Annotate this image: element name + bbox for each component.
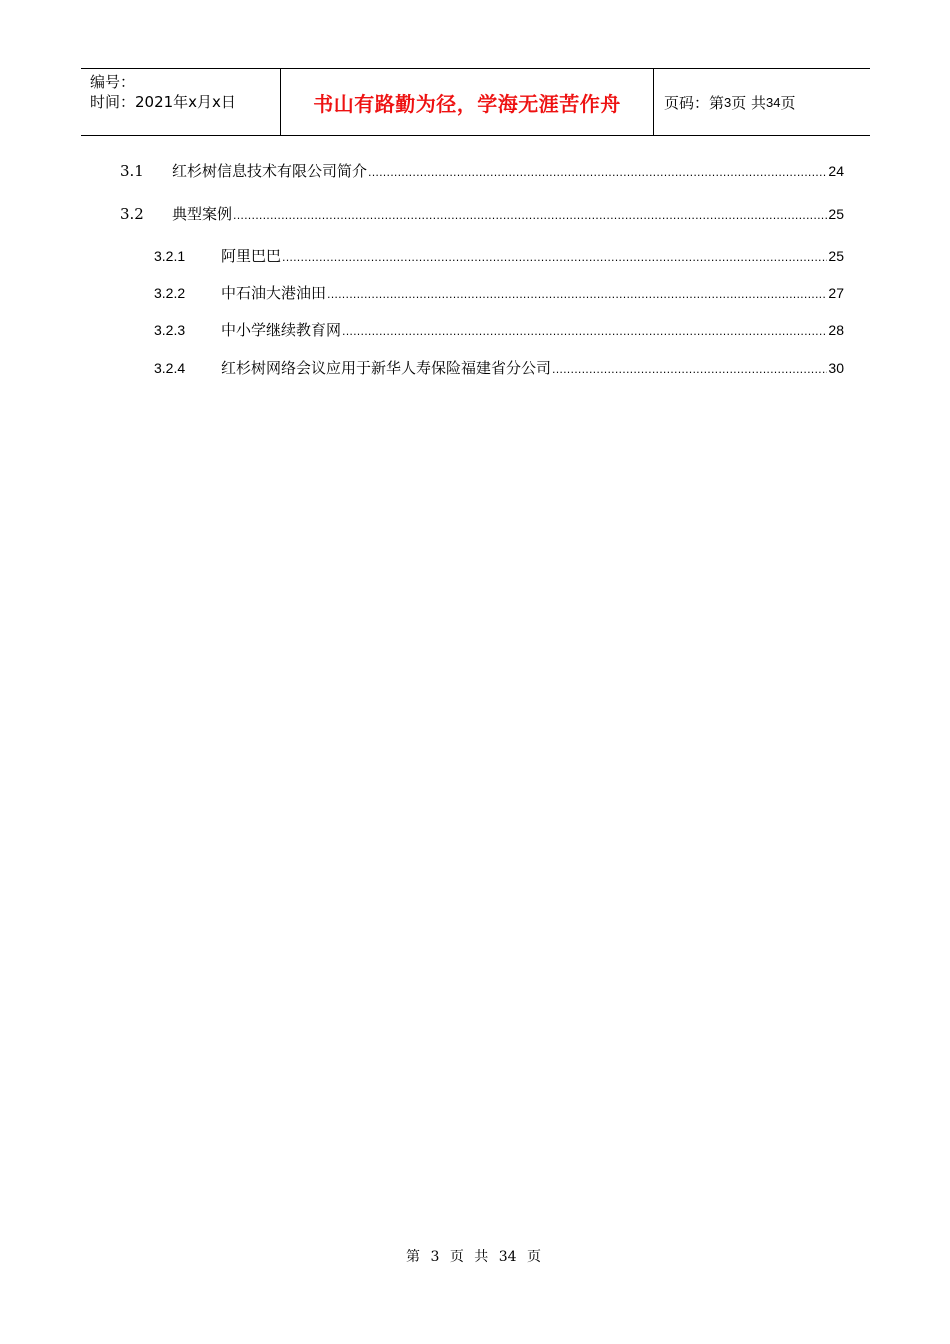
toc-entry[interactable]: [154, 245, 844, 267]
toc-entry-number: 3.2: [120, 205, 144, 223]
toc-entry[interactable]: [154, 282, 844, 304]
toc-entry-number: 3.1: [120, 162, 144, 180]
toc-entry-page: 30: [828, 360, 844, 376]
toc-leader-dots: [342, 325, 827, 338]
toc-leader-dots: [327, 288, 827, 301]
toc-entry-title: 阿里巴巴: [221, 247, 282, 265]
toc-entry-number: 3.2.1: [154, 248, 186, 264]
toc-entry-number: 3.2.2: [154, 285, 186, 301]
page-header: [81, 68, 870, 136]
header-motto-cell: [281, 69, 654, 135]
header-page-current: 3: [724, 94, 732, 110]
toc-entry-title: 典型案例: [172, 205, 233, 223]
header-info-cell: [81, 69, 281, 135]
toc-entry[interactable]: [154, 357, 844, 379]
toc-leader-dots: [282, 251, 827, 264]
header-page-prefix: 页码：第: [664, 93, 725, 112]
toc-entry-page: 25: [828, 206, 844, 222]
header-motto: 书山有路勤为径，学海无涯苦作舟: [313, 91, 621, 116]
footer-word-di: 第: [406, 1249, 420, 1265]
toc-leader-dots: [552, 363, 827, 376]
toc-entry[interactable]: [120, 203, 844, 225]
page-footer: [0, 1246, 950, 1266]
footer-word-ye: 页: [449, 1249, 464, 1265]
toc-entry[interactable]: [120, 160, 844, 182]
toc-entry-title: 中小学继续教育网: [221, 321, 342, 339]
footer-word-gong: 共: [474, 1249, 489, 1265]
toc-entry-title: 红杉树网络会议应用于新华人寿保险福建省分公司: [221, 359, 552, 377]
toc-leader-dots: [368, 166, 827, 179]
toc-entry-page: 28: [828, 322, 844, 338]
toc-entry-page: 24: [828, 163, 844, 179]
document-number-label: 编号：: [90, 73, 136, 91]
header-page-suffix: 页: [780, 93, 796, 112]
toc-entry-title: 中石油大港油田: [221, 284, 327, 302]
header-page-cell: [654, 69, 870, 135]
toc-entry-page: 27: [828, 285, 844, 301]
header-page-total: 34: [766, 94, 781, 110]
footer-word-ye-end: 页: [527, 1249, 542, 1265]
header-page-mid: 页 共: [731, 93, 767, 112]
toc-leader-dots: [233, 209, 827, 222]
toc-entry-number: 3.2.3: [154, 322, 186, 338]
toc-entry[interactable]: [154, 319, 844, 341]
document-time-label: 时间：2021年x月x日: [90, 93, 236, 111]
toc-entry-number: 3.2.4: [154, 360, 186, 376]
footer-page-current: 3: [430, 1249, 440, 1265]
toc-entry-page: 25: [828, 248, 844, 264]
footer-page-total: 34: [498, 1249, 517, 1265]
toc-entry-title: 红杉树信息技术有限公司简介: [172, 162, 368, 180]
